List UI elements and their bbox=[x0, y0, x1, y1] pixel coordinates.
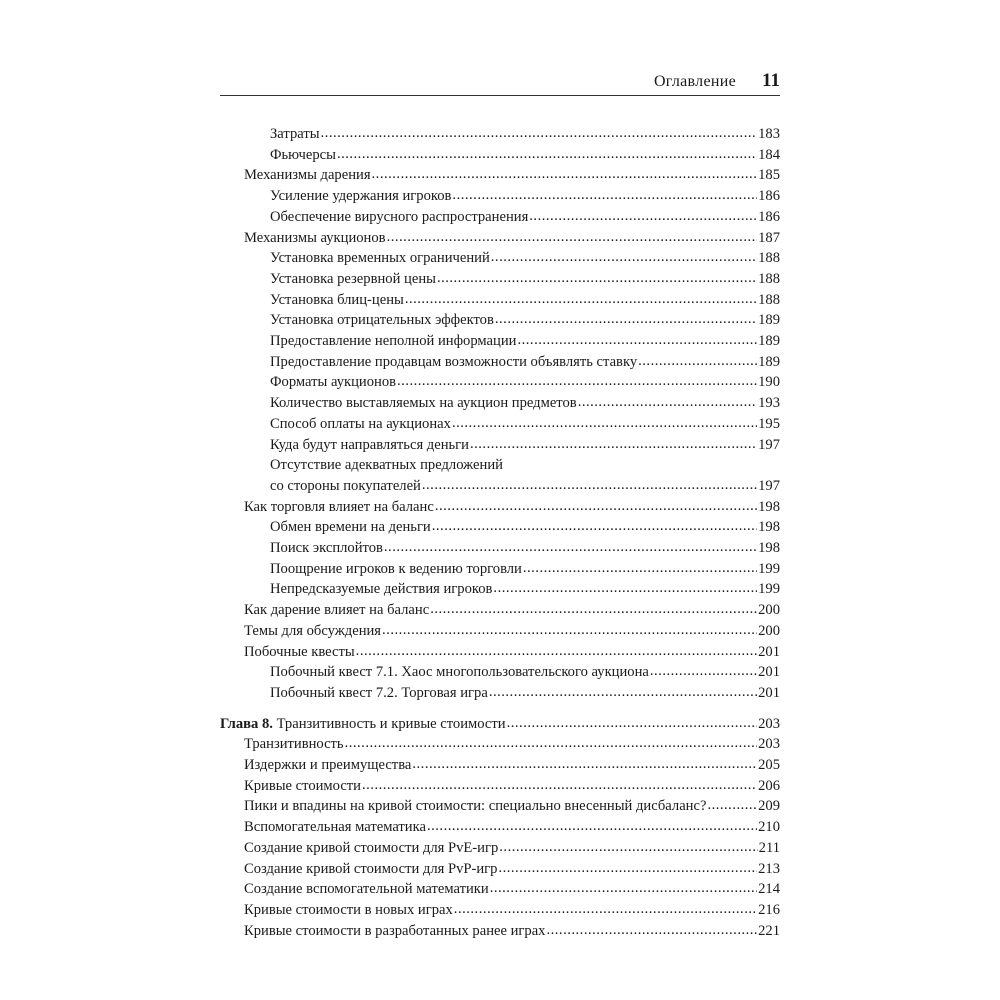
toc-entry[interactable] bbox=[244, 838, 780, 858]
toc-entry[interactable] bbox=[270, 559, 780, 579]
toc-entry[interactable] bbox=[244, 817, 780, 837]
dot-leader bbox=[546, 920, 757, 940]
toc-entry-title: Куда будут направляться деньги bbox=[270, 436, 469, 453]
toc-entry-title: Транзитивность bbox=[244, 736, 344, 753]
toc-entry-page: 221 bbox=[758, 922, 780, 939]
dot-leader bbox=[362, 775, 757, 795]
toc-entry-title: Кривые стоимости bbox=[244, 777, 361, 794]
toc-entry[interactable] bbox=[270, 683, 780, 703]
toc-entry-title: Побочные квесты bbox=[244, 643, 355, 660]
dot-leader bbox=[470, 434, 757, 454]
toc-entry[interactable] bbox=[244, 879, 780, 899]
toc-entry[interactable] bbox=[220, 714, 780, 734]
toc-entry[interactable] bbox=[244, 621, 780, 641]
page-number: 11 bbox=[762, 70, 780, 91]
toc-entry-title: Механизмы дарения bbox=[244, 167, 371, 184]
toc-entry[interactable] bbox=[270, 579, 780, 599]
toc-entry-title: Способ оплаты на аукционах bbox=[270, 415, 451, 432]
toc-entry-title: Создание кривой стоимости для PvP-игр bbox=[244, 860, 498, 877]
toc-entry-page: 210 bbox=[758, 819, 780, 836]
chapter-title: Транзитивность и кривые стоимости bbox=[276, 715, 506, 732]
toc-entry-title: Предоставление неполной информации bbox=[270, 333, 517, 349]
toc-entry-title: Поиск эксплойтов bbox=[270, 540, 383, 556]
toc-entry[interactable] bbox=[244, 776, 780, 796]
toc-entry-title: Вспомогательная математика bbox=[244, 819, 426, 836]
toc-entry-title: Количество выставляемых на аукцион предметов bbox=[270, 395, 577, 412]
toc-entry-page: 200 bbox=[758, 602, 780, 619]
dot-leader bbox=[337, 144, 757, 164]
toc-entry-title: Предоставление продавцам возможности объявлять ставку bbox=[270, 353, 638, 370]
toc-entry-title: Создание кривой стоимости для PvE-игр bbox=[244, 839, 499, 856]
dot-leader bbox=[507, 713, 758, 733]
toc-entry-page: 216 bbox=[758, 901, 780, 918]
toc-entry-title: Создание вспомогательной математики bbox=[244, 881, 489, 898]
toc-entry-page: 213 bbox=[758, 860, 780, 877]
toc-entry-page: 199 bbox=[758, 581, 780, 598]
toc-entry[interactable] bbox=[270, 662, 780, 682]
toc-entry-page: 183 bbox=[758, 126, 780, 142]
dot-leader bbox=[498, 858, 757, 878]
toc-entry-title: Кривые стоимости в новых играх bbox=[244, 901, 453, 918]
toc-entry-page: 197 bbox=[758, 477, 780, 494]
toc-entry-page: 189 bbox=[758, 312, 780, 329]
header-rule bbox=[220, 95, 780, 96]
toc-entry-page: 209 bbox=[758, 798, 780, 815]
dot-leader bbox=[435, 496, 757, 516]
chapter-label: Глава 8. bbox=[220, 715, 273, 732]
toc-entry-page: 201 bbox=[758, 664, 780, 681]
toc-entry[interactable] bbox=[270, 186, 780, 206]
toc-entry-page: 189 bbox=[758, 333, 780, 349]
toc-entry[interactable] bbox=[270, 476, 780, 496]
toc-entry-title: Обмен времени на деньги bbox=[270, 519, 431, 536]
toc-entry-title: Установка резервной цены bbox=[270, 270, 436, 287]
toc-entry[interactable] bbox=[244, 600, 780, 620]
dot-leader bbox=[638, 351, 757, 371]
toc-entry-title: со стороны покупателей bbox=[270, 477, 421, 494]
toc-entry-title: Темы для обсуждения bbox=[244, 622, 382, 639]
dot-leader bbox=[430, 599, 757, 619]
dot-leader bbox=[707, 795, 757, 815]
dot-leader bbox=[405, 289, 757, 309]
toc-entry[interactable] bbox=[270, 248, 780, 268]
toc-entry-page: 186 bbox=[758, 188, 780, 205]
toc-entry[interactable] bbox=[244, 859, 780, 879]
dot-leader bbox=[356, 641, 757, 661]
dot-leader bbox=[427, 816, 757, 836]
dot-leader bbox=[490, 878, 757, 898]
toc-entry-page: 189 bbox=[758, 353, 780, 370]
toc-entry-page: 211 bbox=[758, 839, 780, 856]
toc-entry-title: Пики и впадины на кривой стоимости: специально внесенный дисбаланс? bbox=[244, 798, 707, 815]
toc-entry-title: Фьючерсы bbox=[270, 146, 336, 163]
dot-leader bbox=[345, 733, 758, 753]
dot-leader bbox=[493, 578, 757, 598]
toc-entry[interactable] bbox=[270, 352, 780, 372]
toc-entry-title bbox=[220, 714, 506, 734]
toc-entry-title: Установка блиц-цены bbox=[270, 291, 404, 308]
toc-entry-page: 203 bbox=[758, 715, 780, 732]
toc-entry[interactable] bbox=[270, 145, 780, 165]
toc-entry[interactable] bbox=[270, 207, 780, 227]
dot-leader bbox=[384, 537, 757, 557]
toc-entry-page: 195 bbox=[758, 415, 780, 432]
toc-entry-page: 214 bbox=[758, 881, 780, 898]
dot-leader bbox=[523, 558, 757, 578]
toc-entry-page: 206 bbox=[758, 777, 780, 794]
toc-entry-page: 193 bbox=[758, 395, 780, 412]
toc-entry-title: Установка отрицательных эффектов bbox=[270, 312, 494, 329]
dot-leader bbox=[422, 475, 757, 495]
toc-entry[interactable] bbox=[244, 921, 780, 941]
dot-leader bbox=[489, 682, 757, 702]
dot-leader bbox=[499, 837, 757, 857]
toc-entry[interactable] bbox=[244, 734, 780, 754]
toc-entry-page: 185 bbox=[758, 167, 780, 184]
running-header bbox=[220, 70, 780, 94]
dot-leader bbox=[321, 123, 758, 143]
toc-entry[interactable] bbox=[244, 755, 780, 775]
toc-entry[interactable] bbox=[270, 269, 780, 289]
dot-leader bbox=[437, 268, 757, 288]
dot-leader bbox=[491, 247, 757, 267]
toc-entry[interactable] bbox=[244, 165, 780, 185]
toc-entry-page: 184 bbox=[758, 146, 780, 163]
dot-leader bbox=[650, 661, 757, 681]
toc-entry-page: 200 bbox=[758, 622, 780, 639]
dot-leader bbox=[382, 620, 757, 640]
toc-entry-page: 199 bbox=[758, 560, 780, 577]
dot-leader bbox=[432, 516, 757, 536]
toc-entry-title: Как дарение влияет на баланс bbox=[244, 602, 430, 619]
toc-entry-page: 186 bbox=[758, 208, 780, 225]
toc-entry-title: Форматы аукционов bbox=[270, 374, 397, 391]
dot-leader bbox=[517, 330, 757, 350]
toc-entry[interactable] bbox=[244, 900, 780, 920]
toc-entry-page: 188 bbox=[758, 270, 780, 287]
dot-leader bbox=[452, 185, 757, 205]
dot-leader bbox=[452, 413, 757, 433]
toc-entry-page: 205 bbox=[758, 757, 780, 773]
toc-entry[interactable] bbox=[270, 393, 780, 413]
toc-entry[interactable] bbox=[270, 372, 780, 392]
toc-entry-title: Обеспечение вирусного распространения bbox=[270, 208, 529, 225]
toc-entry-title: Затраты bbox=[270, 126, 320, 142]
dot-leader bbox=[412, 754, 757, 774]
toc-entry[interactable] bbox=[270, 435, 780, 455]
toc-entry-title: Издержки и преимущества bbox=[244, 757, 412, 773]
toc-entry-title: Усиление удержания игроков bbox=[270, 188, 452, 205]
toc-entry-title: Побочный квест 7.2. Торговая игра bbox=[270, 684, 488, 701]
toc-entry-page: 203 bbox=[758, 736, 780, 753]
toc-entry-page: 197 bbox=[758, 436, 780, 453]
dot-leader bbox=[372, 164, 758, 184]
toc-entry[interactable] bbox=[270, 331, 780, 351]
dot-leader bbox=[454, 899, 757, 919]
toc-entry-page: 198 bbox=[758, 498, 780, 515]
toc-entry-title: Как торговля влияет на баланс bbox=[244, 498, 434, 515]
toc-entry[interactable] bbox=[244, 796, 780, 816]
toc-entry-title: Непредсказуемые действия игроков bbox=[270, 581, 493, 598]
toc-entry-page: 190 bbox=[758, 374, 780, 391]
toc-entry-page: 188 bbox=[758, 291, 780, 308]
dot-leader bbox=[387, 227, 758, 247]
running-header-title: Оглавление bbox=[653, 73, 736, 90]
toc-entry[interactable] bbox=[270, 310, 780, 330]
toc-entry-title: Кривые стоимости в разработанных ранее играх bbox=[244, 922, 546, 939]
toc-entry-page: 201 bbox=[758, 684, 780, 701]
toc-entry[interactable] bbox=[270, 290, 780, 310]
toc-entry-page: 187 bbox=[758, 229, 780, 246]
toc-entry[interactable] bbox=[244, 642, 780, 662]
dot-leader bbox=[578, 392, 757, 412]
toc-entry-title: Установка временных ограничений bbox=[270, 250, 490, 267]
toc-entry-page: 198 bbox=[758, 540, 780, 556]
dot-leader bbox=[529, 206, 757, 226]
toc-entry[interactable] bbox=[270, 414, 780, 434]
toc-entry-title: Побочный квест 7.1. Хаос многопользовательского аукциона bbox=[270, 664, 649, 681]
toc-entry-page: 201 bbox=[758, 643, 780, 660]
toc-entry-title: Поощрение игроков к ведению торговли bbox=[270, 560, 522, 577]
toc-entry-page: 198 bbox=[758, 519, 780, 536]
toc-entry[interactable] bbox=[270, 538, 780, 558]
toc-entry[interactable] bbox=[244, 497, 780, 517]
toc-entry-title-line1: Отсутствие адекватных предложений bbox=[270, 457, 503, 474]
toc-entry[interactable] bbox=[270, 517, 780, 537]
toc-entry-page: 188 bbox=[758, 250, 780, 267]
dot-leader bbox=[397, 371, 757, 391]
toc-entry[interactable] bbox=[270, 124, 780, 144]
dot-leader bbox=[495, 309, 757, 329]
toc-entry[interactable] bbox=[244, 228, 780, 248]
toc-entry-title: Механизмы аукционов bbox=[244, 229, 386, 246]
